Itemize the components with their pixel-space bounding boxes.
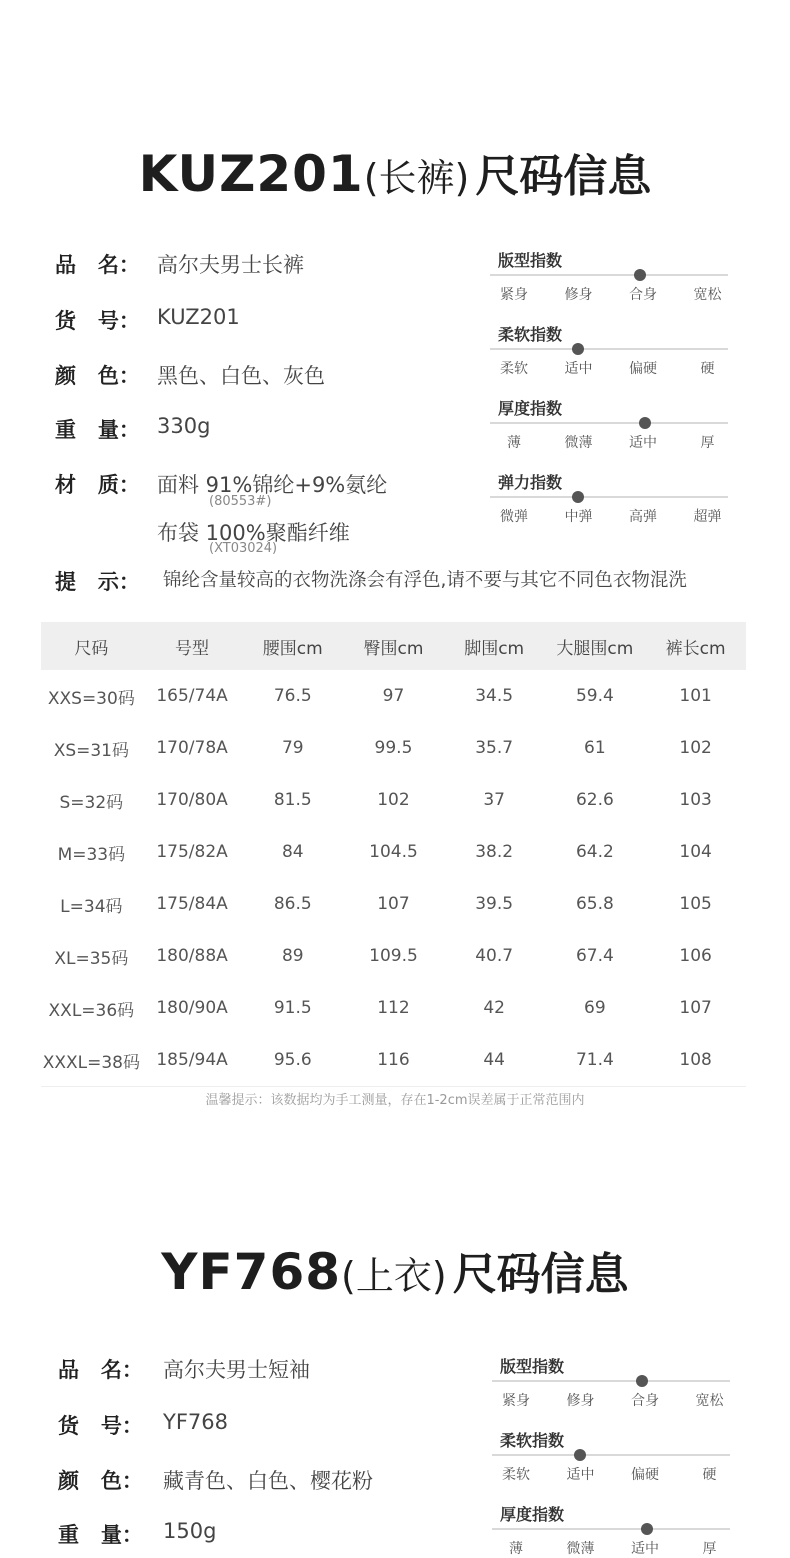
table-cell: 180/88A (156, 946, 228, 966)
index-option: 适中 (631, 1541, 659, 1557)
index-title: 柔软指数 (500, 1431, 565, 1450)
index-marker (572, 343, 584, 355)
tip-label: 提 示： (55, 570, 140, 594)
table-cell: 97 (382, 686, 405, 706)
table-cell: 105 (679, 894, 712, 914)
table-cell: 175/84A (156, 894, 228, 914)
index-track (492, 1380, 730, 1382)
color-value: 黑色、白色、灰色 (157, 364, 325, 388)
name-label: 品 名： (58, 1358, 143, 1382)
index-title: 厚度指数 (498, 399, 563, 418)
index-option: 紧身 (500, 287, 528, 303)
index-option: 硬 (700, 361, 715, 377)
table-cell: 84 (281, 842, 304, 862)
table-row (41, 670, 746, 722)
table-cell: L=34码 (60, 896, 123, 917)
table-cell: 95.6 (242, 1034, 343, 1087)
table-cell: 69 (584, 998, 606, 1018)
index-option: 微薄 (564, 435, 593, 451)
table-row (41, 826, 746, 878)
index-track (490, 496, 728, 498)
material-label: 材 质： (55, 473, 140, 497)
index-option: 适中 (564, 361, 593, 377)
index-option: 偏硬 (629, 361, 657, 377)
table-row (41, 982, 746, 1034)
product-code: KUZ201 (138, 145, 364, 203)
table-cell: 91.5 (273, 998, 312, 1018)
column-header: 裤长cm (645, 622, 746, 670)
color-value: 藏青色、白色、樱花粉 (163, 1469, 373, 1493)
table-cell: 39.5 (475, 894, 514, 914)
table-cell: 106 (679, 946, 712, 966)
table-cell: 64.2 (575, 842, 614, 862)
table-cell: 62.6 (575, 790, 614, 810)
table-cell: 44 (444, 1034, 545, 1087)
title-suffix: 尺码信息 (452, 1249, 629, 1300)
table-row (41, 930, 746, 982)
index-option: 适中 (629, 435, 657, 451)
product-type: (上衣) (341, 1254, 447, 1298)
table-cell: S=32码 (59, 792, 124, 813)
table-cell: XXL=36码 (48, 1000, 135, 1021)
size-table (41, 622, 746, 1087)
index-option: 超弹 (693, 509, 722, 525)
table-row (41, 722, 746, 774)
section1-title (0, 140, 790, 204)
index-track (490, 422, 728, 424)
index-option: 合身 (631, 1393, 659, 1409)
index-option: 柔软 (502, 1467, 530, 1483)
weight-label: 重 量： (55, 418, 140, 442)
index-option: 高弹 (629, 509, 657, 525)
table-header-row (41, 622, 746, 670)
table-cell: 108 (645, 1034, 746, 1087)
table-cell: 61 (584, 738, 606, 758)
table-cell: 102 (679, 738, 712, 758)
table-cell: 67.4 (575, 946, 614, 966)
index-option: 中弹 (564, 509, 593, 525)
table-cell: 81.5 (273, 790, 312, 810)
index-track (490, 274, 728, 276)
table-cell: 59.4 (575, 686, 614, 706)
table-cell: 101 (679, 686, 712, 706)
table-cell: 86.5 (273, 894, 312, 914)
color-label: 颜 色： (55, 364, 140, 388)
index-marker (641, 1523, 653, 1535)
table-cell: 35.7 (475, 738, 514, 758)
column-header: 尺码 (41, 622, 142, 670)
index-marker (636, 1375, 648, 1387)
pocket-value: 布袋 100%聚酯纤维 (157, 521, 350, 545)
color-label: 颜 色： (58, 1469, 143, 1493)
index-option: 柔软 (500, 361, 528, 377)
table-cell: 34.5 (475, 686, 514, 706)
weight-value: 150g (163, 1519, 217, 1543)
table-cell: 76.5 (273, 686, 312, 706)
sku-label: 货 号： (58, 1414, 143, 1438)
index-option: 厚 (700, 435, 715, 451)
table-cell: 99.5 (374, 738, 413, 758)
table-cell: 79 (281, 738, 304, 758)
table-row (41, 1034, 746, 1087)
column-header: 大腿围cm (545, 622, 646, 670)
index-marker (639, 417, 651, 429)
index-track (492, 1528, 730, 1530)
section2-title (0, 1238, 790, 1302)
table-cell: 116 (343, 1034, 444, 1087)
index-option: 微弹 (500, 509, 528, 525)
index-option: 合身 (629, 287, 657, 303)
index-option: 修身 (566, 1393, 595, 1409)
table-cell: M=33码 (57, 844, 126, 865)
product-code: YF768 (161, 1243, 342, 1301)
index-option: 宽松 (693, 287, 722, 303)
table-cell: 89 (281, 946, 304, 966)
table-cell: 104 (679, 842, 712, 862)
table-cell: 42 (483, 998, 505, 1018)
sku-label: 货 号： (55, 309, 140, 333)
index-option: 硬 (702, 1467, 717, 1483)
table-cell: 170/78A (156, 738, 228, 758)
index-title: 柔软指数 (498, 325, 563, 344)
table-cell: 37 (483, 790, 505, 810)
tip-value: 锦纶含量较高的衣物洗涤会有浮色,请不要与其它不同色衣物混洗 (163, 570, 687, 591)
index-track (490, 348, 728, 350)
table-cell: XL=35码 (54, 948, 129, 969)
index-option: 紧身 (502, 1393, 530, 1409)
index-title: 弹力指数 (498, 473, 563, 492)
product-type: (长裤) (363, 156, 470, 200)
table-cell: XXS=30码 (47, 688, 135, 709)
table-cell: 112 (377, 998, 410, 1018)
table-cell: 107 (679, 998, 712, 1018)
table-cell: XS=31码 (53, 740, 130, 761)
table-cell: 185/94A (142, 1034, 243, 1087)
table-cell: 180/90A (156, 998, 228, 1018)
index-marker (574, 1449, 586, 1461)
fabric-value: 面料 91%锦纶+9%氨纶 (157, 473, 388, 497)
table-cell: 170/80A (156, 790, 228, 810)
index-option: 适中 (566, 1467, 595, 1483)
index-option: 修身 (564, 287, 593, 303)
name-value: 高尔夫男士长裤 (157, 253, 304, 277)
index-title: 版型指数 (500, 1357, 565, 1376)
column-header: 脚围cm (444, 622, 545, 670)
table-body (41, 670, 746, 1087)
fabric-code: (80553#) (209, 494, 272, 509)
table-cell: 103 (679, 790, 712, 810)
weight-label: 重 量： (58, 1523, 143, 1547)
table-cell: XXXL=38码 (41, 1034, 142, 1087)
column-header: 臀围cm (343, 622, 444, 670)
table-cell: 40.7 (475, 946, 514, 966)
index-option: 薄 (509, 1541, 523, 1557)
index-title: 版型指数 (498, 251, 563, 270)
index-marker (634, 269, 646, 281)
weight-value: 330g (157, 414, 211, 438)
table-cell: 71.4 (545, 1034, 646, 1087)
table-cell: 102 (377, 790, 410, 810)
table-cell: 107 (377, 894, 410, 914)
measurement-note: 温馨提示：该数据均为手工测量，存在1-2cm误差属于正常范围内 (205, 1093, 585, 1108)
index-track (492, 1454, 730, 1456)
index-option: 微薄 (566, 1541, 595, 1557)
index-option: 宽松 (695, 1393, 724, 1409)
table-cell: 65.8 (575, 894, 614, 914)
index-option: 厚 (702, 1541, 717, 1557)
table-cell: 175/82A (156, 842, 228, 862)
pocket-code: (XT03024) (209, 541, 278, 556)
index-title: 厚度指数 (500, 1505, 565, 1524)
table-cell: 104.5 (369, 842, 418, 862)
table-row (41, 774, 746, 826)
index-marker (572, 491, 584, 503)
column-header: 号型 (142, 622, 243, 670)
table-cell: 109.5 (369, 946, 418, 966)
table-cell: 165/74A (156, 686, 228, 706)
name-value: 高尔夫男士短袖 (163, 1358, 310, 1382)
table-cell: 38.2 (475, 842, 514, 862)
title-suffix: 尺码信息 (475, 151, 652, 202)
table-row (41, 878, 746, 930)
name-label: 品 名： (55, 253, 140, 277)
index-option: 偏硬 (631, 1467, 659, 1483)
sku-value: YF768 (163, 1410, 228, 1434)
index-option: 薄 (507, 435, 521, 451)
sku-value: KUZ201 (157, 305, 240, 329)
column-header: 腰围cm (242, 622, 343, 670)
